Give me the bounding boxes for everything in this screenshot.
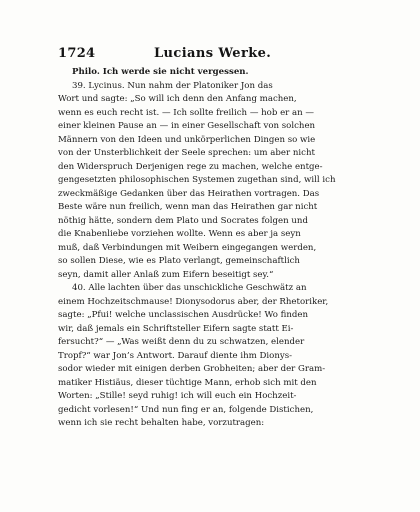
running-title: Lucians Werke.: [154, 46, 272, 61]
page-number: 1724: [58, 46, 96, 61]
text-line: 40. Alle lachten über das unschickliche Geschwätz an: [72, 283, 307, 293]
text-line: Wort und sagte: „So will ich denn den Anfang machen,: [58, 94, 297, 104]
text-line: Männern von den Ideen und unkörperlichen Dingen so wie: [58, 134, 316, 145]
text-line: gedicht vorlesen!“ Und nun fing er an, folgende Distichen,: [58, 404, 314, 415]
text-line: 39. Lycinus. Nun nahm der Platoniker Jon das: [72, 80, 273, 91]
text-line: den Widerspruch Derjenigen rege zu machen, welche entge-: [58, 161, 323, 172]
text-line: die Knabenliebe vorziehen wollte. Wenn es aber ja seyn: [58, 229, 301, 239]
text-line: Tropf?“ war Jon’s Antwort. Darauf diente ihm Dionys-: [58, 350, 293, 361]
text-line: nöthig hätte, sondern dem Plato und Socrates folgen und: [58, 215, 308, 226]
text-line: von der Unsterblichkeit der Seele sprechen: um aber nicht: [58, 148, 315, 158]
text-line: so sollen Diese, wie es Plato verlangt, gemeinschaftlich: [58, 256, 300, 266]
text-line: einer kleinen Pause an — in einer Gesellschaft von solchen: [58, 121, 316, 131]
text-line: wir, daß jemals ein Schriftsteller Eifern sagte statt Ei-: [58, 323, 294, 334]
text-line: Worten: „Stille! seyd ruhig! ich will euch ein Hochzeit-: [58, 391, 297, 401]
text-line: gengesetzten philosophischen Systemen zugethan sind, will ich: [58, 175, 336, 185]
text-line: wenn ich sie recht behalten habe, vorzutragen:: [58, 418, 265, 428]
text-line: seyn, damit aller Anlaß zum Eifern beseitigt sey.“: [58, 269, 274, 280]
page-header: [58, 46, 350, 66]
text-line: wenn es euch recht ist. — Ich sollte freilich — hob er an —: [58, 107, 314, 118]
text-line: sagte: „Pfui! welche unclassischen Ausdrücke! Wo finden: [58, 310, 309, 320]
text-line: matiker Histiäus, dieser tüchtige Mann, erhob sich mit den: [58, 377, 317, 388]
text-line: fersucht?“ — „Was weißt denn du zu schwatzen, elender: [58, 337, 305, 347]
text-line: muß, daß Verbindungen mit Weibern eingegangen werden,: [58, 242, 317, 253]
text-line: einem Hochzeitschmause! Dionysodorus aber, der Rhetoriker,: [58, 296, 329, 307]
text-line: zweckmäßige Gedanken über das Heirathen vortragen. Das: [58, 188, 320, 199]
text-line: Beste wäre nun freilich, wenn man das Heirathen gar nicht: [58, 202, 318, 212]
text-line: sodor wieder mit einigen derben Grobheiten; aber der Gram-: [58, 364, 326, 374]
text-line: Philo. Ich werde sie nicht vergessen.: [72, 67, 249, 77]
body-text: [58, 66, 350, 431]
